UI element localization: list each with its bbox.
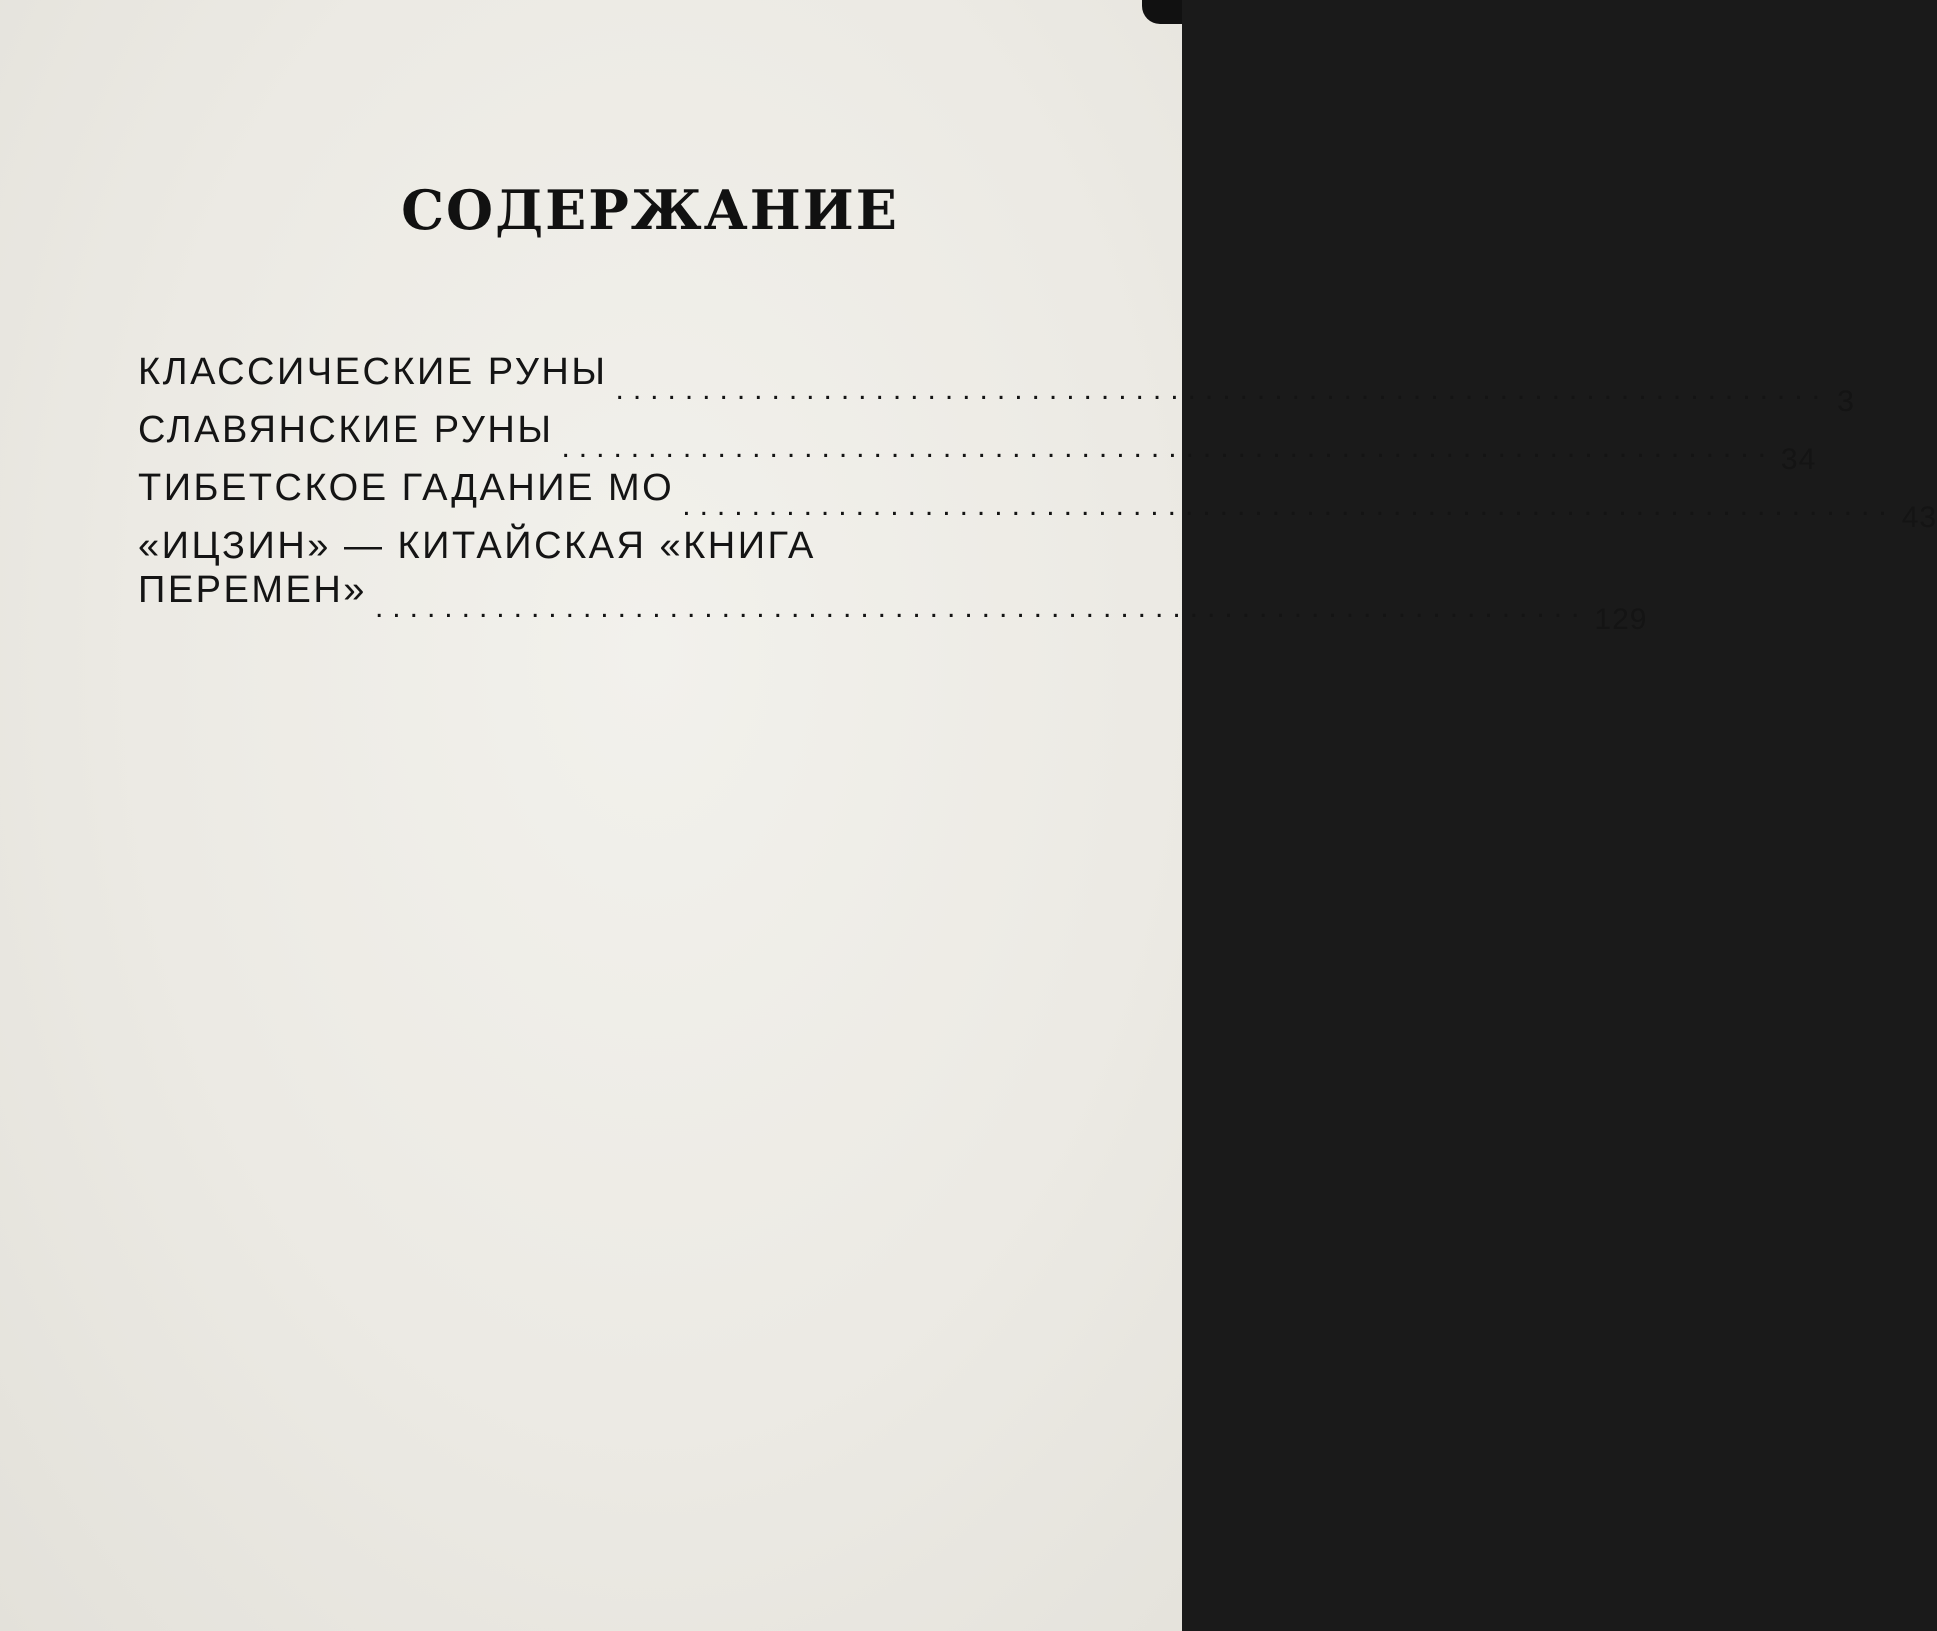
page-corner-shadow (1142, 0, 1182, 24)
page-title: СОДЕРЖАНИЕ (401, 178, 899, 242)
toc-entry (138, 466, 1937, 534)
toc-entry-page: 129 (1594, 603, 1648, 636)
dot-leader: ...................................................................... (682, 489, 1896, 522)
toc-entry (138, 408, 1817, 476)
dot-leader: ...................................................................... (615, 373, 1829, 406)
dot-leader: ...................................................................... (561, 431, 1775, 464)
toc-entry-title: ТИБЕТСКОЕ ГАДАНИЕ МО (138, 467, 675, 509)
toc-entry-page: 43 (1901, 501, 1937, 534)
toc-entry-title: СЛАВЯНСКИЕ РУНЫ (138, 409, 554, 451)
toc-entry (138, 524, 1648, 636)
dot-leader: ...................................................................... (374, 591, 1589, 624)
table-of-contents (138, 350, 1937, 636)
toc-entry (138, 350, 1855, 418)
toc-entry-title-line1: «ИЦЗИН» — КИТАЙСКАЯ «КНИГА (138, 525, 816, 567)
toc-entry-title-line2: ПЕРЕМЕН» (138, 569, 367, 611)
toc-entry-page: 34 (1780, 443, 1817, 476)
toc-entry-page: 3 (1837, 385, 1855, 418)
toc-entry-title: КЛАССИЧЕСКИЕ РУНЫ (138, 351, 608, 393)
